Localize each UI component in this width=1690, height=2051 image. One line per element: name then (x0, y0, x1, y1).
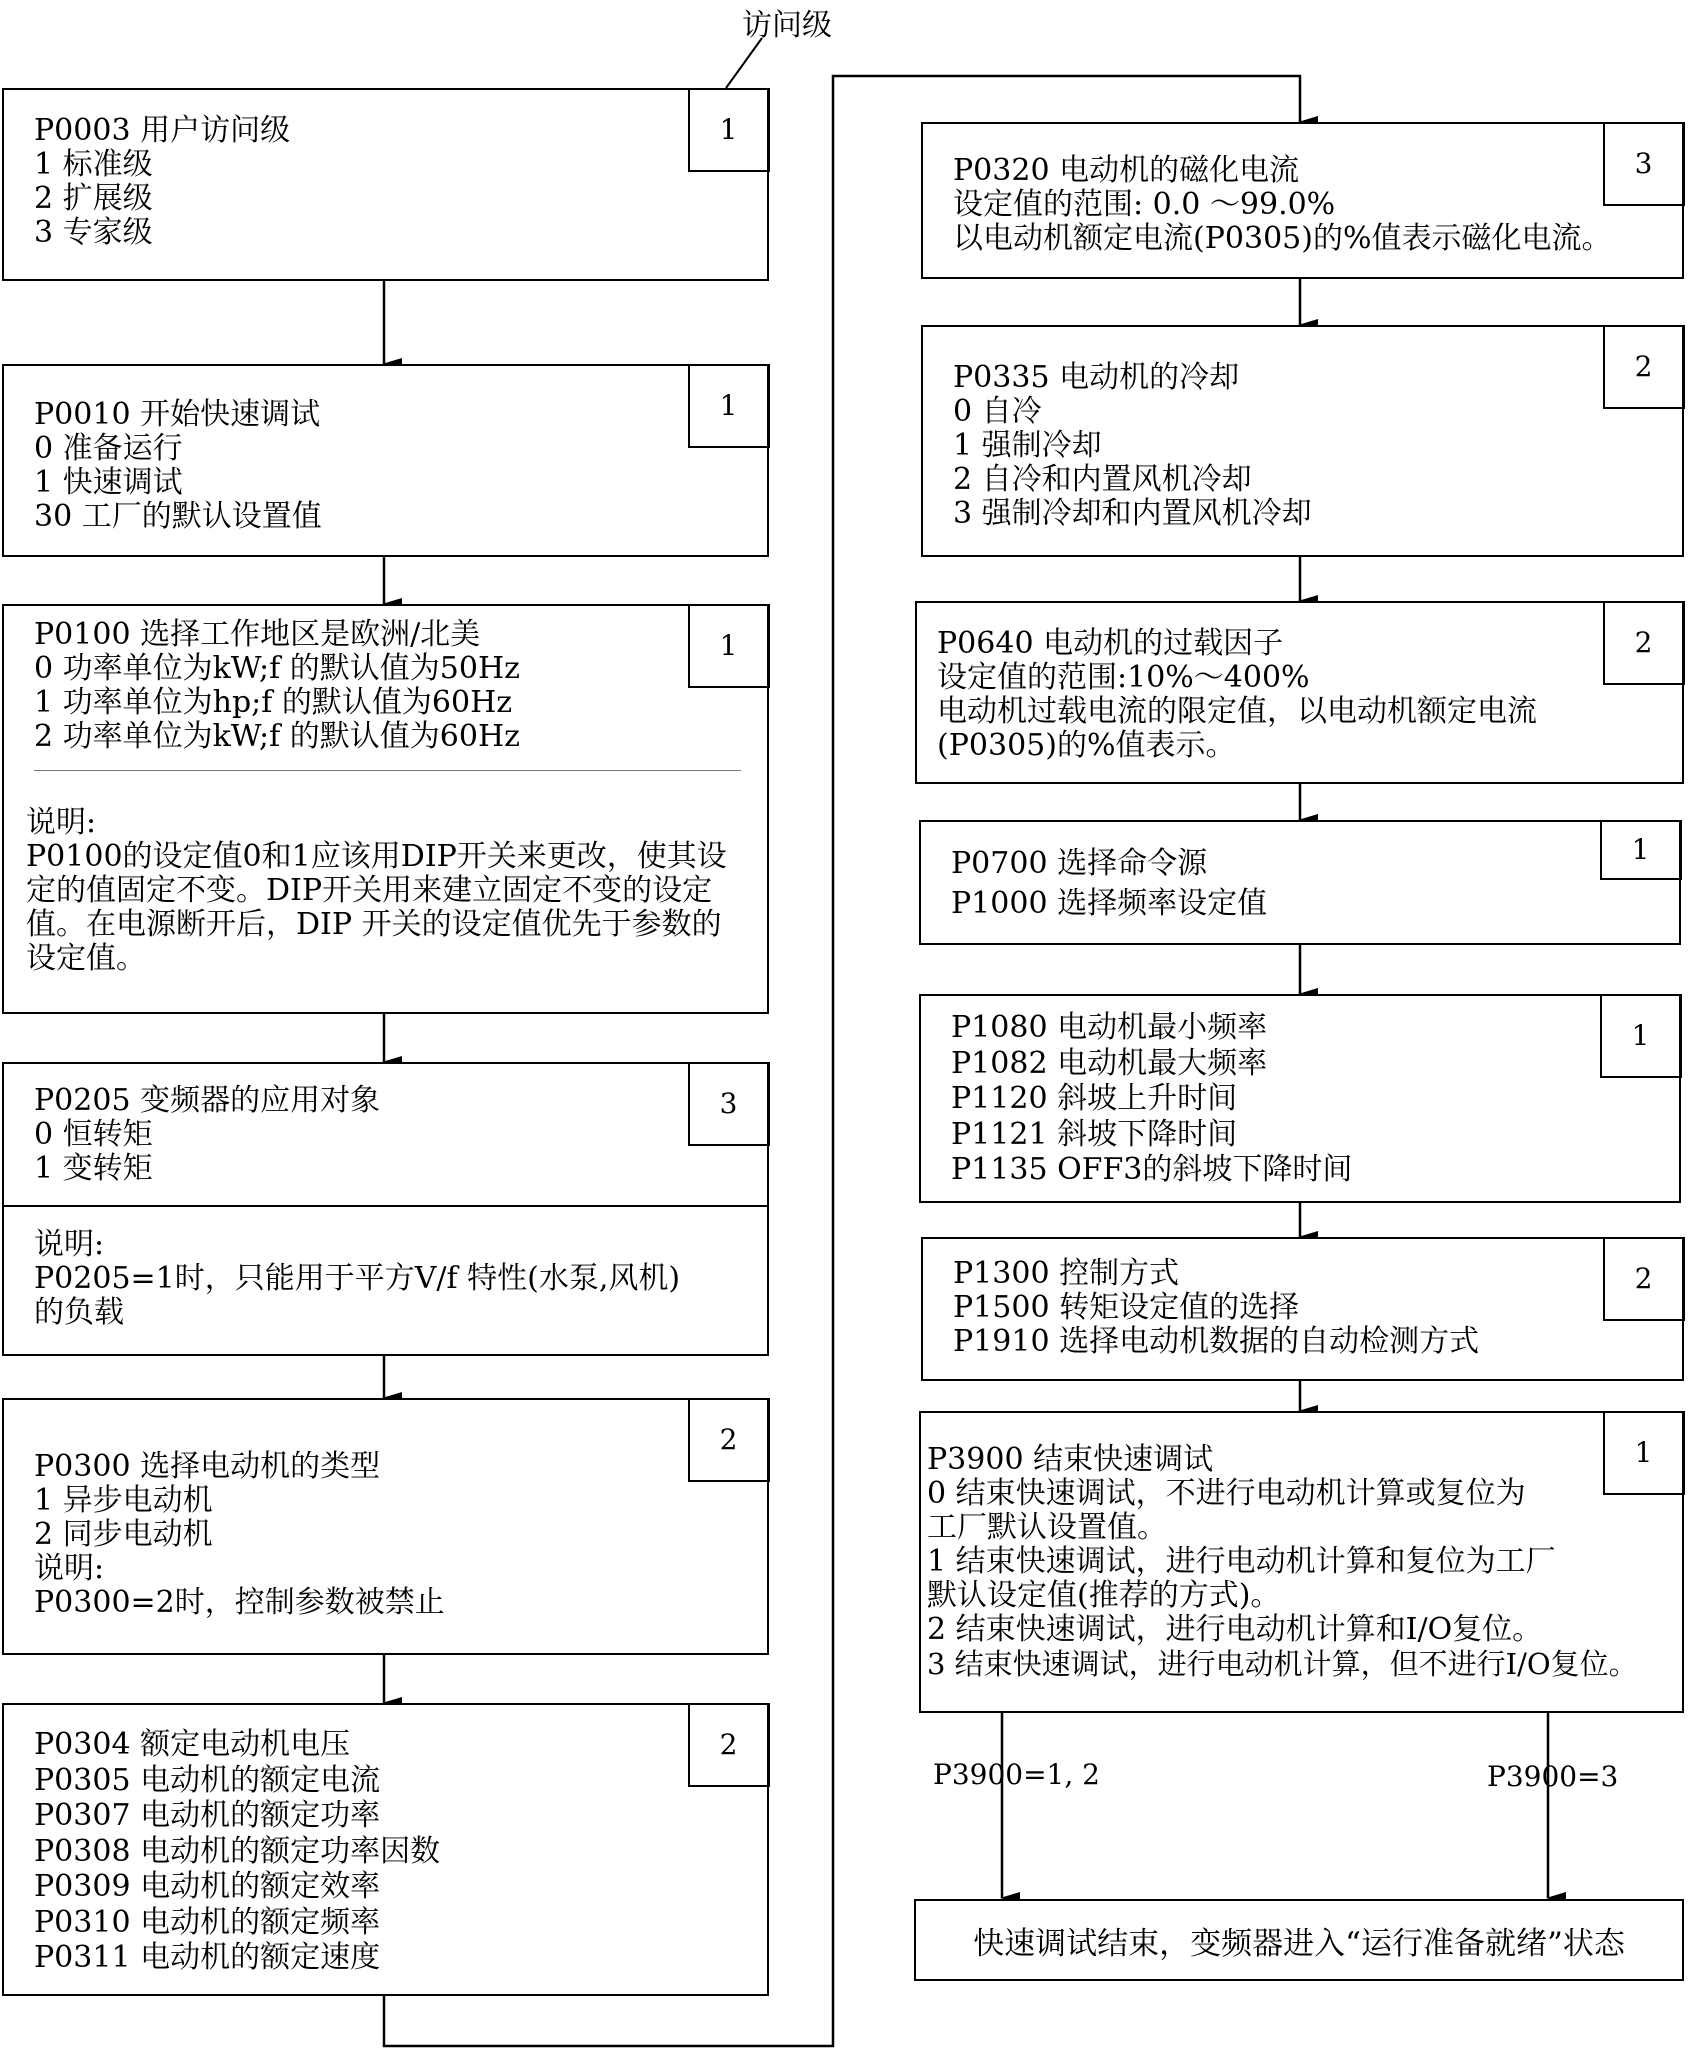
param-line: P1082 电动机最大频率 (951, 1045, 1268, 1081)
param-line: 1 功率单位为hp;f 的默认值为60Hz (34, 685, 513, 720)
param-line: 1 标准级 (34, 147, 153, 182)
note-line: 定的值固定不变。DIP开关用来建立固定不变的设定 (26, 873, 713, 908)
access-level-badge: 3 (1603, 122, 1685, 206)
param-box-p3900 (919, 1411, 1684, 1713)
param-lines (34, 1084, 671, 1186)
param-line: P0010 开始快速调试 (34, 397, 321, 432)
access-level-badge: 1 (1603, 1411, 1685, 1495)
param-box-p0205 (2, 1062, 769, 1356)
note-line: P0205=1时，只能用于平方V/f 特性(水泵,风机) (34, 1261, 681, 1296)
param-line: 0 恒转矩 (34, 1117, 153, 1152)
param-line: P1121 斜坡下降时间 (951, 1116, 1238, 1152)
param-box-p0640 (915, 601, 1684, 784)
param-line: 2 自冷和内置风机冷却 (953, 462, 1252, 497)
param-line: 3 专家级 (34, 215, 153, 250)
param-lines (34, 398, 671, 534)
param-line: P0309 电动机的额定效率 (34, 1869, 381, 1904)
param-lines (953, 1257, 1586, 1359)
param-box-p0320 (921, 122, 1684, 279)
param-line: P1120 斜坡上升时间 (951, 1081, 1238, 1116)
param-line: P0335 电动机的冷却 (953, 360, 1240, 395)
param-line: 2 结束快速调试，进行电动机计算和I/O复位。 (927, 1612, 1543, 1647)
param-line: P1910 选择电动机数据的自动检测方式 (953, 1324, 1480, 1359)
param-line: 2 扩展级 (34, 181, 153, 216)
param-lines (937, 627, 1586, 763)
param-line: 工厂默认设置值。 (927, 1510, 1167, 1545)
param-lines (34, 618, 671, 754)
param-line: P1135 OFF3的斜坡下降时间 (951, 1152, 1353, 1187)
param-line: 2 功率单位为kW;f 的默认值为60Hz (34, 719, 520, 754)
param-line: 1 快速调试 (34, 465, 183, 500)
param-line: 1 变转矩 (34, 1151, 153, 1186)
note-line: P0100的设定值0和1应该用DIP开关来更改，使其设 (26, 839, 727, 874)
final-state-box (914, 1899, 1684, 1981)
param-box-p0304 (2, 1703, 769, 1996)
access-level-badge: 1 (688, 604, 770, 688)
param-line: P0640 电动机的过载因子 (937, 626, 1284, 661)
param-line: P0320 电动机的磁化电流 (953, 153, 1300, 188)
param-line: P0308 电动机的额定功率因数 (34, 1833, 441, 1869)
param-lines (953, 154, 1662, 256)
param-line: 30 工厂的默认设置值 (34, 499, 322, 534)
param-line: P0700 选择命令源 (951, 846, 1208, 881)
note-line: 的负载 (34, 1295, 124, 1330)
param-box-p0700 (919, 820, 1681, 945)
access-level-label: 访问级 (742, 8, 832, 43)
param-line: P0300=2时，控制参数被禁止 (34, 1585, 445, 1620)
param-box-p1080 (919, 994, 1681, 1203)
param-line: 设定值的范围: 0.0 ～99.0% (953, 187, 1336, 222)
note-line: 设定值。 (26, 941, 146, 976)
param-line: P0311 电动机的额定速度 (34, 1940, 381, 1975)
param-line: 设定值的范围:10%～400% (937, 660, 1310, 695)
param-line: 1 结束快速调试，进行电动机计算和复位为工厂 (927, 1544, 1556, 1579)
param-line: P0300 选择电动机的类型 (34, 1449, 381, 1484)
param-line: 以电动机额定电流(P0305)的%值表示磁化电流。 (953, 221, 1612, 256)
param-line: 2 同步电动机 (34, 1517, 213, 1552)
param-line: 默认设定值(推荐的方式)。 (927, 1578, 1281, 1613)
param-lines (951, 1010, 1583, 1188)
access-level-badge: 2 (688, 1398, 770, 1482)
param-lines (951, 844, 1583, 924)
param-box-p0003 (2, 88, 769, 281)
divider (34, 770, 741, 771)
param-line: P0307 电动机的额定功率 (34, 1798, 381, 1833)
param-line: P1000 选择频率设定值 (951, 886, 1268, 921)
param-line: 3 强制冷却和内置风机冷却 (953, 496, 1312, 531)
param-line: P0310 电动机的额定频率 (34, 1904, 381, 1940)
param-line: P0305 电动机的额定电流 (34, 1762, 381, 1798)
note-line: 说明: (34, 1227, 105, 1262)
param-lines (34, 114, 671, 250)
access-level-badge: 2 (1603, 1237, 1685, 1321)
note-line: 值。在电源断开后，DIP 开关的设定值优先于参数的 (26, 907, 722, 942)
param-line: 0 自冷 (953, 394, 1042, 429)
branch-label-1-2: P3900=1, 2 (933, 1758, 1100, 1791)
param-lines (927, 1443, 1682, 1681)
param-line: P0304 额定电动机电压 (34, 1727, 351, 1762)
param-line: P0003 用户访问级 (34, 113, 291, 148)
access-level-badge: 1 (688, 88, 770, 172)
param-lines (953, 361, 1586, 531)
access-level-badge: 1 (1600, 994, 1682, 1078)
param-box-p0100 (2, 604, 769, 1014)
branch-label-3: P3900=3 (1487, 1760, 1619, 1793)
param-line: 3 结束快速调试，进行电动机计算，但不进行I/O复位。 (927, 1647, 1638, 1681)
note-line: 说明: (26, 805, 97, 840)
note-block (26, 806, 751, 976)
access-level-badge: 3 (688, 1062, 770, 1146)
access-level-badge: 1 (1600, 820, 1682, 880)
param-lines (34, 1727, 671, 1976)
param-line: P0205 变频器的应用对象 (34, 1083, 381, 1118)
param-line: P1500 转矩设定值的选择 (953, 1290, 1300, 1325)
access-level-badge: 2 (1603, 601, 1685, 685)
access-level-badge: 1 (688, 364, 770, 448)
param-line: 0 结束快速调试，不进行电动机计算或复位为 (927, 1476, 1526, 1511)
param-line: P3900 结束快速调试 (927, 1442, 1214, 1477)
param-box-p0335 (921, 325, 1684, 557)
param-line: P1300 控制方式 (953, 1256, 1180, 1291)
param-line: 0 功率单位为kW;f 的默认值为50Hz (34, 651, 520, 686)
param-line: 1 异步电动机 (34, 1483, 213, 1518)
note-block (34, 1228, 751, 1330)
param-line: 1 强制冷却 (953, 428, 1102, 463)
param-lines (34, 1450, 671, 1620)
param-box-p0010 (2, 364, 769, 557)
access-level-badge: 2 (688, 1703, 770, 1787)
access-level-badge: 2 (1603, 325, 1685, 409)
param-line: P1080 电动机最小频率 (951, 1010, 1268, 1045)
param-box-p0300 (2, 1398, 769, 1655)
param-line: 0 准备运行 (34, 431, 183, 466)
param-line: (P0305)的%值表示。 (937, 728, 1236, 763)
param-line: 电动机过载电流的限定值，以电动机额定电流 (937, 694, 1537, 729)
param-box-p1300 (921, 1237, 1684, 1381)
final-state-text: 快速调试结束，变频器进入“运行准备就绪”状态 (973, 1925, 1625, 1962)
divider (4, 1205, 767, 1207)
param-line: P0100 选择工作地区是欧洲/北美 (34, 617, 481, 652)
param-line: 说明: (34, 1551, 105, 1586)
